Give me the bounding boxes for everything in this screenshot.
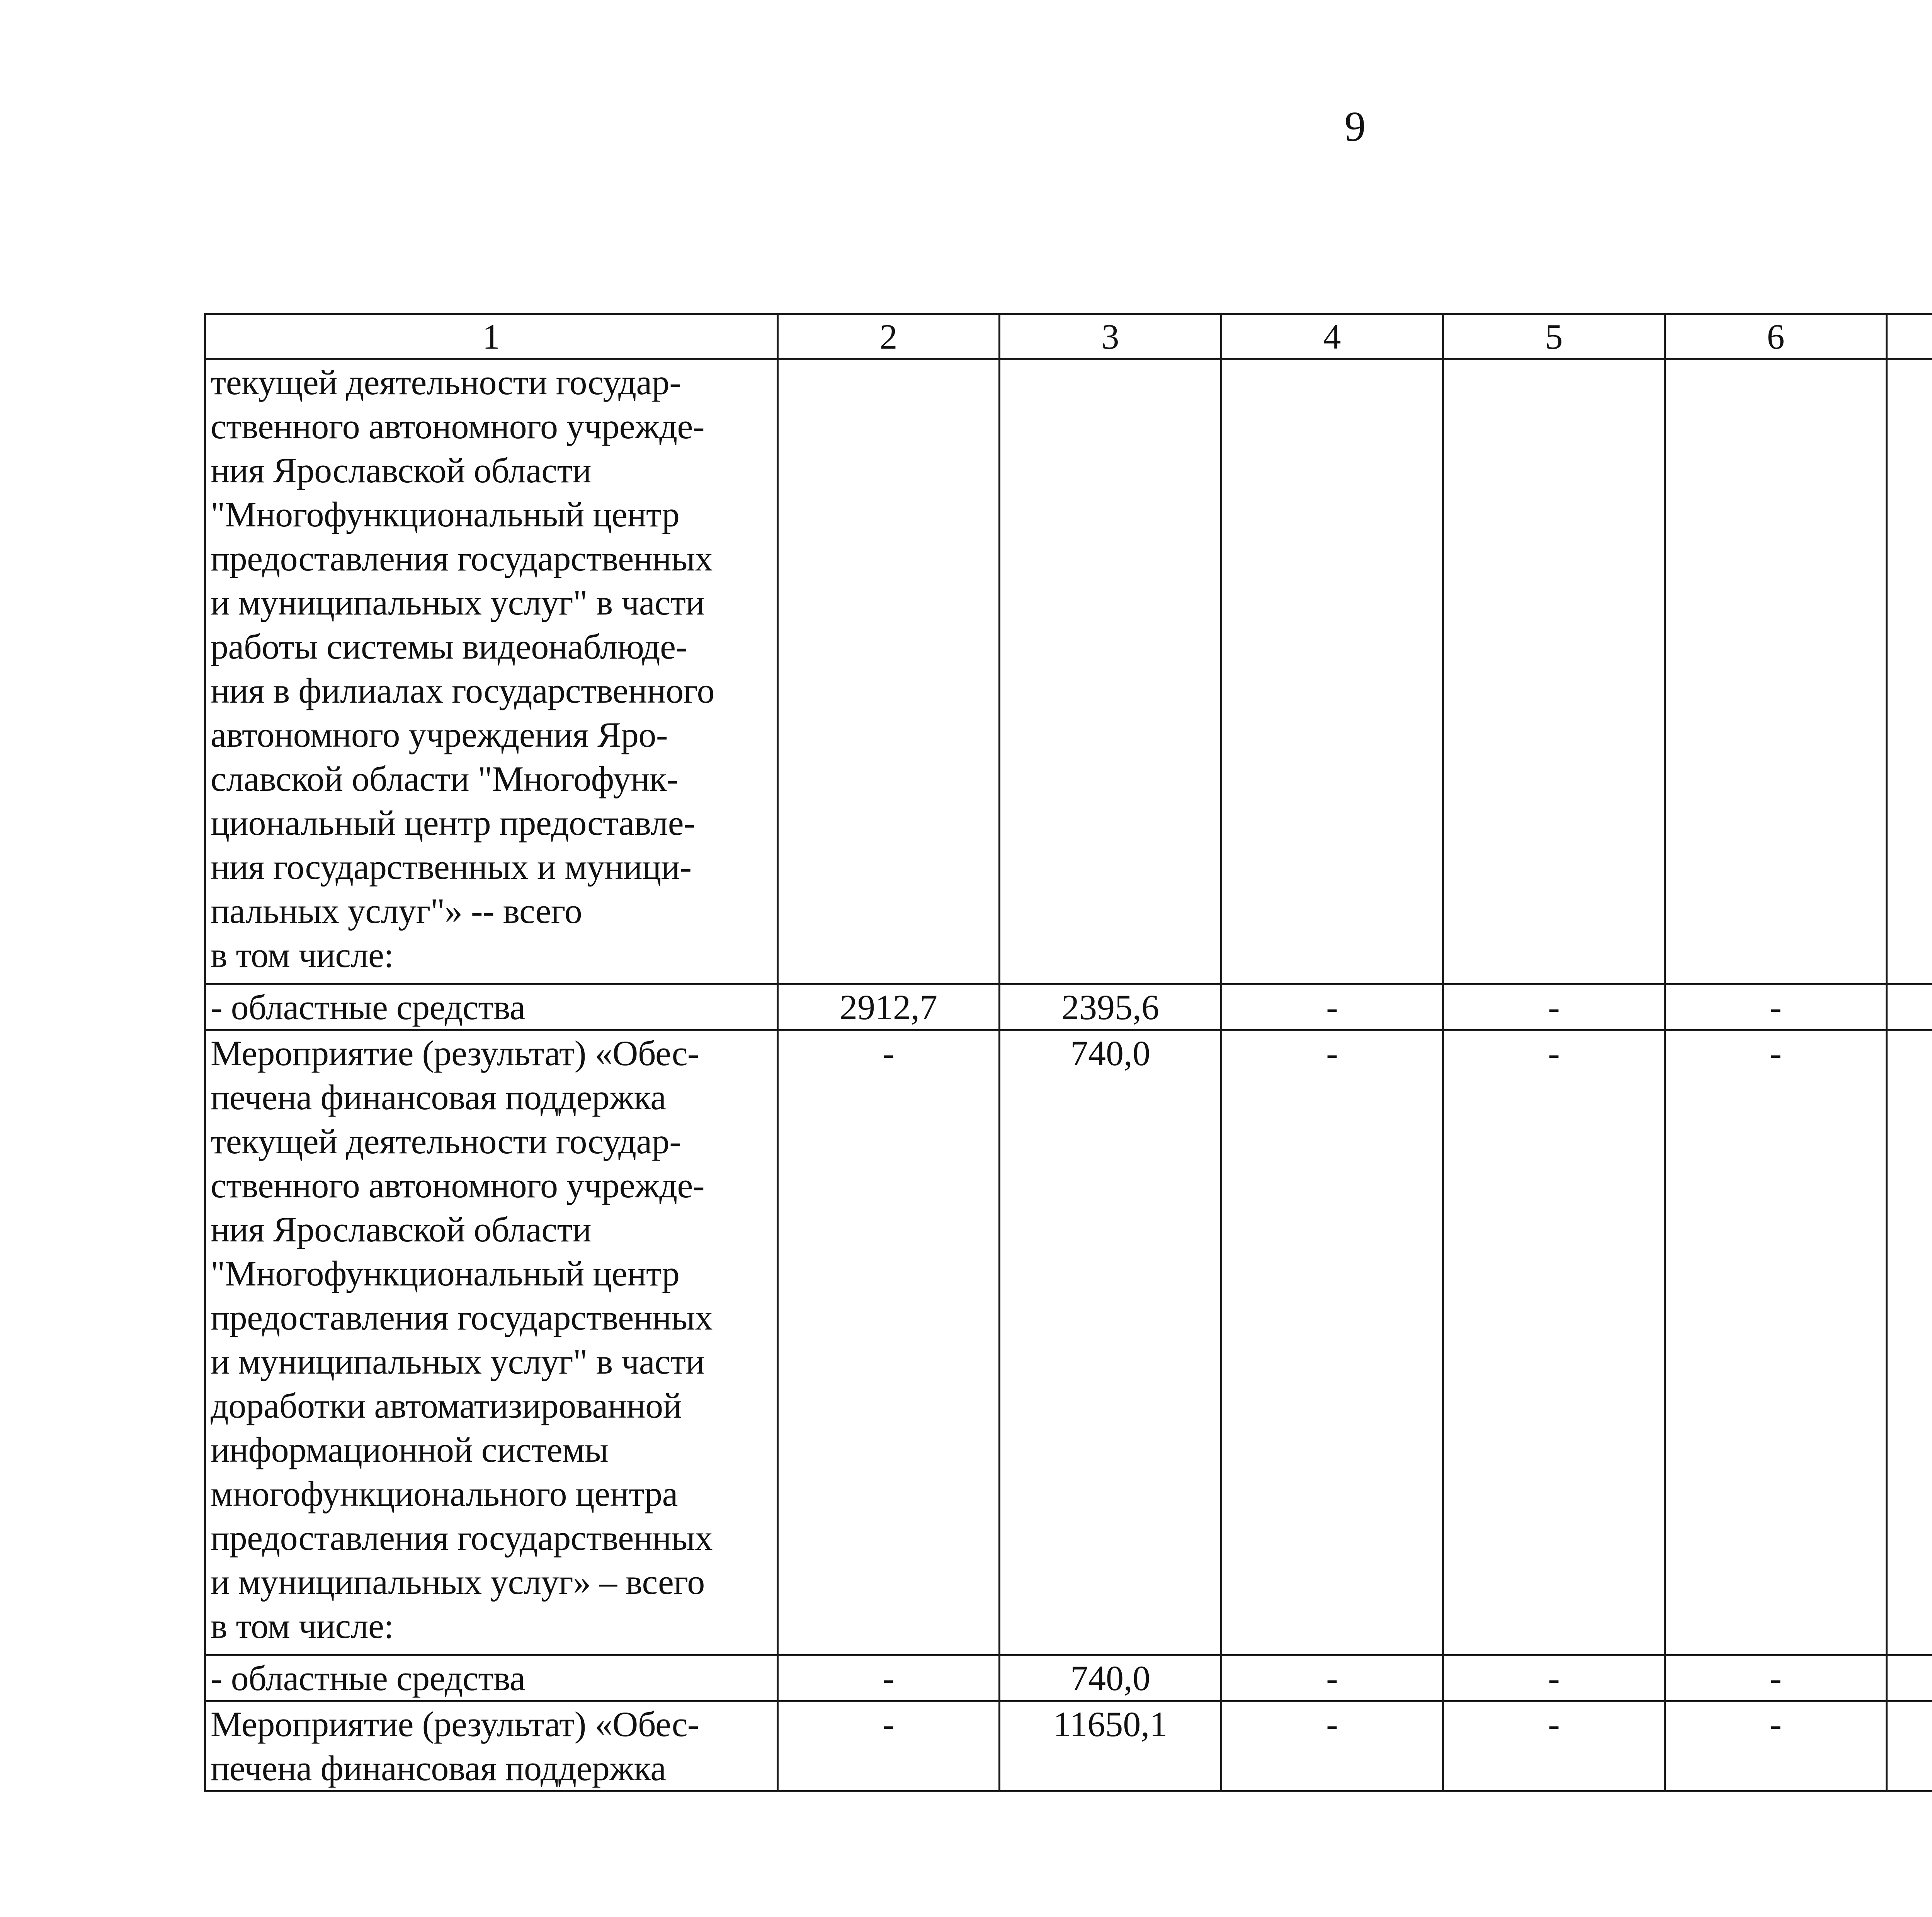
row-value	[1887, 359, 1932, 984]
row-value	[1887, 1655, 1932, 1701]
row-value: 11650,1	[1000, 1701, 1221, 1791]
table-row	[205, 984, 1932, 1030]
table-header-row	[205, 314, 1932, 359]
row-description: - областные средства	[205, 1655, 778, 1701]
row-value: 740,0	[1000, 1655, 1221, 1701]
row-value	[1000, 359, 1221, 984]
budget-table	[204, 313, 1932, 1792]
row-value: -	[1221, 1030, 1443, 1655]
row-value: -	[1443, 1030, 1665, 1655]
row-value	[1221, 359, 1443, 984]
row-value: -	[778, 1655, 1000, 1701]
row-description: - областные средства	[205, 984, 778, 1030]
row-value: -	[1443, 1655, 1665, 1701]
column-header: 1	[205, 314, 778, 359]
page-number: 9	[1344, 103, 1366, 150]
row-value: -	[1665, 1030, 1887, 1655]
row-value: -	[1221, 984, 1443, 1030]
row-value	[1887, 1030, 1932, 1655]
row-value	[1887, 984, 1932, 1030]
row-value: -	[778, 1701, 1000, 1791]
column-header: 3	[1000, 314, 1221, 359]
row-value: -	[1221, 1655, 1443, 1701]
table-row	[205, 359, 1932, 984]
row-value	[778, 359, 1000, 984]
column-header: 4	[1221, 314, 1443, 359]
table-row	[205, 1655, 1932, 1701]
row-value	[1665, 359, 1887, 984]
column-header: 5	[1443, 314, 1665, 359]
table-row	[205, 1701, 1932, 1791]
row-value: -	[1443, 984, 1665, 1030]
column-header: 2	[778, 314, 1000, 359]
row-value	[1887, 1701, 1932, 1791]
row-value: 2912,7	[778, 984, 1000, 1030]
row-value: -	[1665, 1701, 1887, 1791]
row-description: текущей деятельности государ- ственного автономного учрежде- ния Ярославской области "Многофункциональный центр предоставления государственных и муниципальных услуг" в части работы системы видеонаблюде- ния в филиалах государственного автономного учреждения Яро- славской области "Многофунк- циональный центр предоставле- ния государственных и муници- пальных услуг"» -- всего в том числе:	[205, 359, 778, 984]
row-value: -	[1443, 1701, 1665, 1791]
row-value: -	[1665, 1655, 1887, 1701]
row-description: Мероприятие (результат) «Обес- печена финансовая поддержка	[205, 1701, 778, 1791]
row-value: -	[1665, 984, 1887, 1030]
row-value: -	[1221, 1701, 1443, 1791]
row-value: 2395,6	[1000, 984, 1221, 1030]
row-description: Мероприятие (результат) «Обес- печена финансовая поддержка текущей деятельности государ- ственного автономного учрежде- ния Ярославской области "Многофункциональный центр предоставления государственных и муниципальных услуг" в части доработки автоматизированной информационной системы многофункционального центра предоставления государственных и муниципальных услуг» – всего в том числе:	[205, 1030, 778, 1655]
column-header: 6	[1665, 314, 1887, 359]
row-value: 740,0	[1000, 1030, 1221, 1655]
row-value: -	[778, 1030, 1000, 1655]
column-header	[1887, 314, 1932, 359]
row-value	[1443, 359, 1665, 984]
table-row	[205, 1030, 1932, 1655]
